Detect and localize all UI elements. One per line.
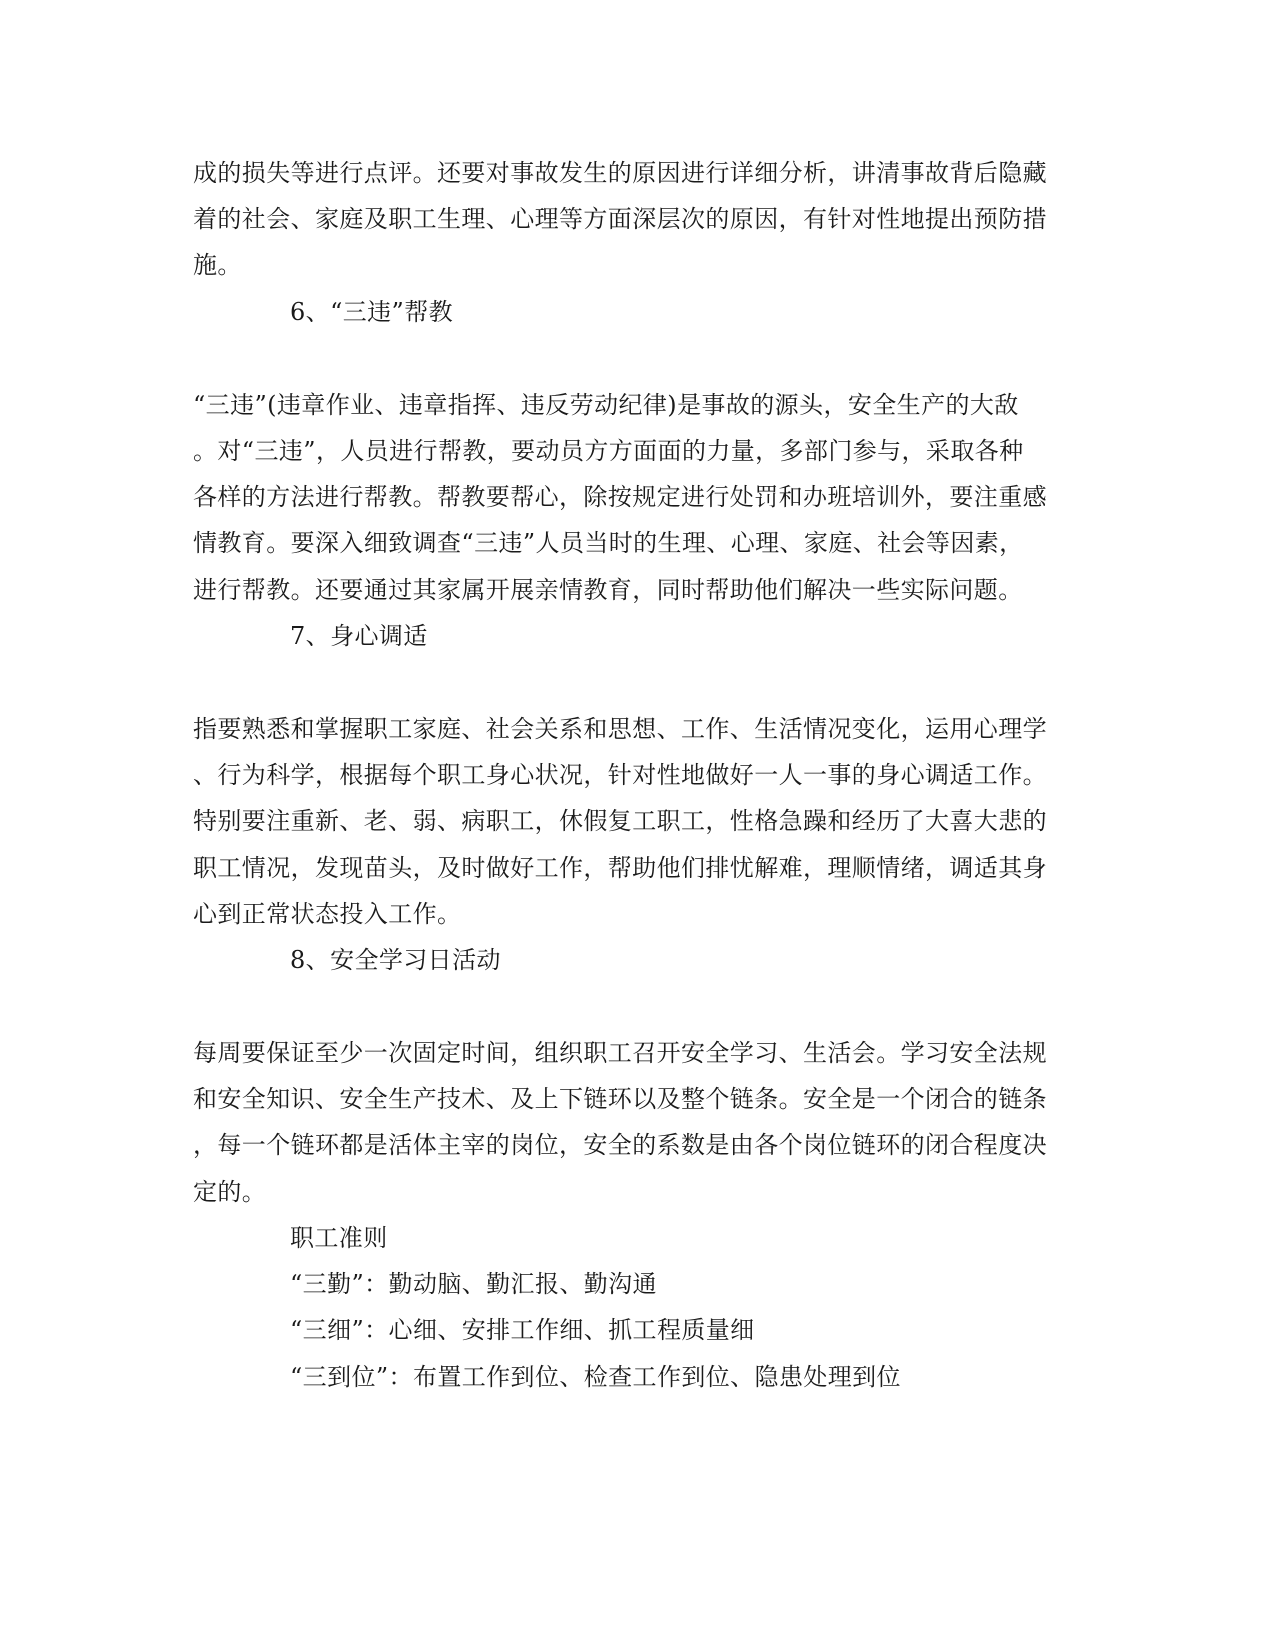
paragraph-line: 成的损失等进行点评。还要对事故发生的原因进行详细分析，讲清事故背后隐藏 [193, 159, 1047, 187]
section-heading-6: 6、“三违”帮教 [290, 298, 454, 326]
section-heading-7: 7、身心调适 [290, 622, 428, 650]
paragraph-line: 特别要注重新、老、弱、病职工，休假复工职工，性格急躁和经历了大喜大悲的 [193, 807, 1047, 835]
paragraph-line: ，每一个链环都是活体主宰的岗位，安全的系数是由各个岗位链环的闭合程度决 [193, 1131, 1047, 1159]
rules-heading: 职工准则 [290, 1224, 388, 1252]
paragraph-line: 和安全知识、安全生产技术、及上下链环以及整个链条。安全是一个闭合的链条 [193, 1085, 1047, 1113]
paragraph-line: “三违”(违章作业、违章指挥、违反劳动纪律)是事故的源头，安全生产的大敌 [193, 391, 1019, 419]
paragraph-line: 进行帮教。还要通过其家属开展亲情教育，同时帮助他们解决一些实际问题。 [193, 576, 1023, 604]
section-heading-8: 8、安全学习日活动 [290, 946, 501, 974]
paragraph-line: 定的。 [193, 1178, 267, 1206]
paragraph-line: 每周要保证至少一次固定时间，组织职工召开安全学习、生活会。学习安全法规 [193, 1039, 1047, 1067]
paragraph-line: 心到正常状态投入工作。 [193, 900, 462, 928]
rule-line: “三勤”：勤动脑、勤汇报、勤沟通 [290, 1270, 657, 1298]
paragraph-line: 施。 [193, 251, 242, 279]
rule-line: “三细”：心细、安排工作细、抓工程质量细 [290, 1316, 755, 1344]
rule-line: “三到位”：布置工作到位、检查工作到位、隐患处理到位 [290, 1363, 901, 1391]
paragraph-line: 指要熟悉和掌握职工家庭、社会关系和思想、工作、生活情况变化，运用心理学 [193, 715, 1047, 743]
paragraph-line: 职工情况，发现苗头，及时做好工作，帮助他们排忧解难，理顺情绪，调适其身 [193, 854, 1047, 882]
paragraph-line: 、行为科学，根据每个职工身心状况，针对性地做好一人一事的身心调适工作。 [193, 761, 1047, 789]
paragraph-line: 各样的方法进行帮教。帮教要帮心，除按规定进行处罚和办班培训外，要注重感 [193, 483, 1047, 511]
paragraph-line: 情教育。要深入细致调查“三违”人员当时的生理、心理、家庭、社会等因素， [193, 529, 1024, 557]
paragraph-line: 着的社会、家庭及职工生理、心理等方面深层次的原因，有针对性地提出预防措 [193, 205, 1047, 233]
paragraph-line: 。对“三违”，人员进行帮教，要动员方方面面的力量，多部门参与，采取各种 [193, 437, 1024, 465]
